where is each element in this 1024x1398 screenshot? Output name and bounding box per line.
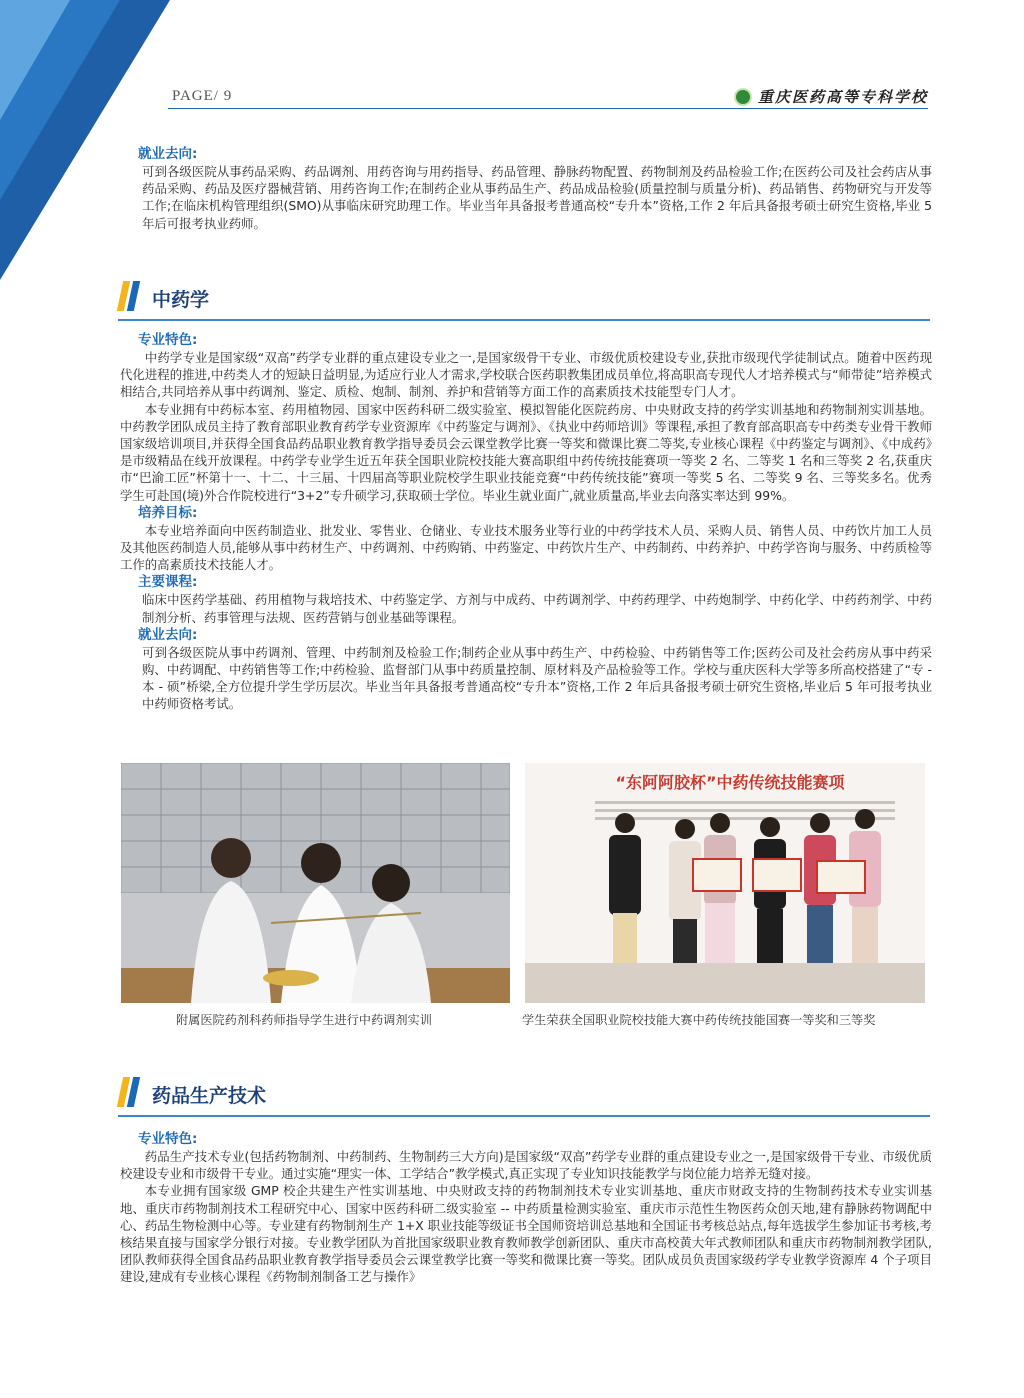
photo-award-illustration [525, 763, 925, 1003]
drug-section-title [118, 1073, 930, 1117]
tcm-content [120, 331, 932, 713]
tcm-goal-heading: 培养目标: [138, 504, 198, 521]
school-name: 重庆医药高等专科学校 [757, 88, 928, 106]
section-bars-icon [118, 1077, 146, 1107]
drug-features-heading: 专业特色: [138, 1131, 198, 1147]
photo-award-ceremony [525, 763, 925, 1003]
tcm-features-p2: 本专业拥有中药标本室、药用植物园、国家中医药科研二级实验室、模拟智能化医院药房、中央财政支持的药学实训基地和药物制剂实训基地。中药教学团队成员主持了教育部职业教育药学专业资源库《中药鉴定与调剂》、《执业中药师培训》等课程,承担了教育部高职高专中药类专业骨干教师国家级培训项目,并获得全国食品药品职业教育教学指导委员会云课堂教学比赛一等奖和微课比赛二等奖,专业核心课程《中药鉴定与调剂》、《中成药》是市级精品在线开放课程。中药学专业学生近五年获全国职业院校技能大赛高职组中药传统技能赛项一等奖 2 名、二等奖 1 名和三等奖 2 名,获重庆市“巴渝工匠”杯第十一、十二、十三届、十四届高等职业院校学生职业技能竞赛“中药传统技能”赛项一等奖 5 名、二等奖 9 名、三等奖多名。优秀学生可赴国(境)外合作院校进行“3+2”专升硕学习,获取硕士学位。毕业生就业面广,就业质量高,毕业去向落实率达到 99%。 [120, 401, 932, 503]
top-employment-block [120, 145, 932, 232]
corner-decoration [0, 0, 170, 280]
tcm-features-p1: 中药学专业是国家级“双高”药学专业群的重点建设专业之一,是国家级骨干专业、市级优质校建设专业,获批市级现代学徒制试点。随着中医药现代化进程的推进,中药类人才的短缺日益明显,为适应行业人才需求,学校联合医药职教集团成员单位,将高职高专现代人才培养模式与“师带徒”培养模式相结合,共同培养从事中药调剂、鉴定、质检、炮制、制剂、养护和营销等方面工作的高素质技术技能型专门人才。 [120, 350, 932, 400]
school-brand [734, 86, 928, 107]
tcm-features-heading: 专业特色: [138, 332, 198, 348]
school-logo-icon [734, 88, 752, 106]
tcm-courses-heading: 主要课程: [138, 574, 198, 591]
right-photo-caption: 学生荣获全国职业院校技能大赛中药传统技能国赛一等奖和三等奖 [522, 1013, 876, 1027]
top-employment-text: 可到各级医院从事药品采购、药品调剂、用药咨询与用药指导、药品管理、静脉药物配置、药物制剂及药品检验工作;在医药公司及社会药店从事药品采购、药品及医疗器械营销、用药咨询工作;在制药企业从事药品生产、药品成品检验(质量控制与质量分析)、药品销售、药物研究与开发等工作;在临床机构管理组织(SMO)从事临床研究助理工作。毕业当年具备报考普通高校“专升本”资格,工作 2 年后具备报考硕士研究生资格,毕业 5 年后可报考执业药师。 [142, 164, 932, 231]
tcm-title-underline [118, 319, 930, 321]
tcm-goal-text: 本专业培养面向中医药制造业、批发业、零售业、仓储业、专业技术服务业等行业的中药学技术人员、采购人员、销售人员、中药饮片加工人员及其他医药制造人员,能够从事中药材生产、中药调剂、中药购销、中药鉴定、中药饮片生产、中药制药、中药养护、中药学咨询与服务、中药质检等工作的高素质技术技能人才。 [120, 522, 932, 573]
drug-features-p1: 药品生产技术专业(包括药物制剂、中药制药、生物制药三大方向)是国家级“双高”药学专业群的重点建设专业之一,是国家级骨干专业、市级优质校建设专业和市级骨干专业。通过实施“理实一体、工学结合”教学模式,真正实现了专业知识技能教学与岗位能力培养无缝对接。 [120, 1149, 932, 1182]
section-bars-icon [118, 281, 146, 311]
drug-title: 药品生产技术 [152, 1085, 267, 1107]
drug-features-p2: 本专业拥有国家级 GMP 校企共建生产性实训基地、中央财政支持的药物制剂技术专业实训基地、重庆市财政支持的生物制药技术专业实训基地、重庆市药物制剂技术工程研究中心、国家中医药科研二级实验室 -- 中药质量检测实验室、重庆市示范性生物医药众创天地,建有静脉药物调配中心、药品生物检测中心等。专业建有药物制剂生产 1+X 职业技能等级证书全国师资培训总基地和全国证书考核总站点,每年选拔学生参加证书考核,考核结果直接与国家学分银行对接。专业教学团队为首批国家级职业教育教师教学创新团队、重庆市高校黄大年式教师团队和重庆市药物制剂教学团队,团队教师获得全国食品药品职业教育教学指导委员会云课堂教学比赛一等奖和微课比赛一等奖。团队成员负责国家级药学专业教学资源库 4 个子项目建设,建成有专业核心课程《药物制剂制备工艺与操作》 [120, 1183, 932, 1285]
drug-content [120, 1130, 932, 1286]
left-photo-caption: 附属医院药剂科药师指导学生进行中药调剂实训 [176, 1013, 432, 1027]
tcm-employment-heading: 就业去向: [138, 626, 198, 643]
header-divider [168, 108, 928, 109]
top-employment-heading: 就业去向: [138, 146, 198, 162]
tcm-title: 中药学 [152, 289, 210, 311]
tcm-section-title [118, 277, 930, 321]
drug-title-underline [118, 1115, 930, 1117]
page-number: PAGE/ 9 [172, 88, 233, 104]
banner-text: “东阿阿胶杯”中药传统技能赛项 [615, 773, 845, 792]
tcm-courses-text: 临床中医药学基础、药用植物与栽培技术、中药鉴定学、方剂与中成药、中药调剂学、中药药理学、中药炮制学、中药化学、中药药剂学、中药制剂分析、药事管理与法规、医药营销与创业基础等课程。 [142, 592, 932, 625]
tcm-employment-text: 可到各级医院从事中药调剂、管理、中药制剂及检验工作;制药企业从事中药生产、中药检验、中药销售等工作;医药公司及社会药房从事中药采购、中药调配、中药销售等工作;中药检验、监督部门从事中药质量控制、原材料及产品检验等工作。学校与重庆医科大学等多所高校搭建了“专 - 本 - 硕”桥梁,全方位提升学生学历层次。毕业当年具备报考普通高校“专升本”资格,工作 2 年后具备报考硕士研究生资格,毕业后 5 年可报考执业中药师资格考试。 [142, 644, 932, 712]
photo-pharmacy-training [121, 763, 510, 1003]
photo-pharmacy-illustration [121, 763, 510, 1003]
